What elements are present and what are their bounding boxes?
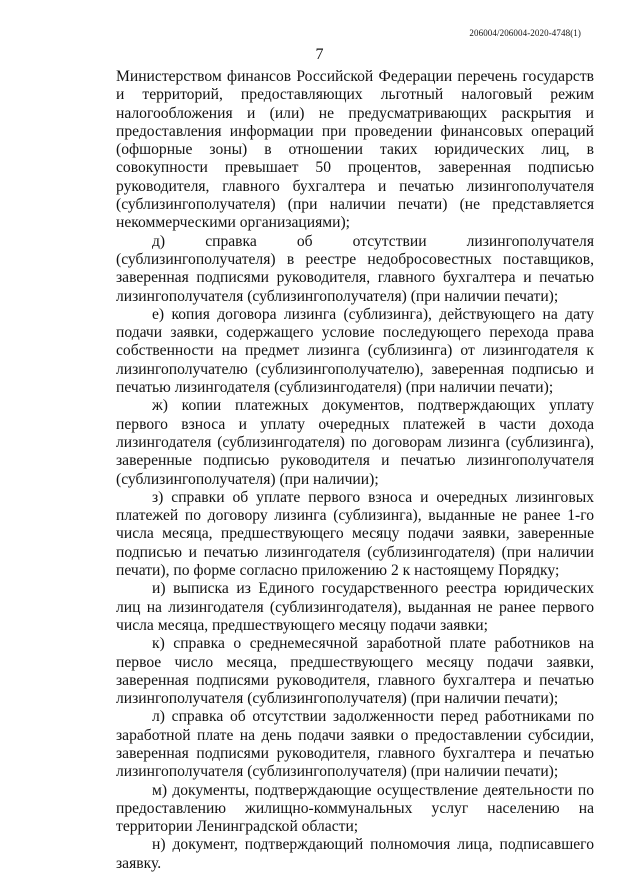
paragraph-item-i: и) выписка из Единого государственного реестра юридических лиц на лизингодателя (сублизингодателя), выданная не ранее первого числа месяца, предшествующего месяцу подачи заявки; — [116, 580, 594, 634]
paragraph-item-k: к) справка о среднемесячной заработной плате работников на первое число месяца, предшествующего месяцу подачи заявки, заверенная подписями руководителя, главного бухгалтера и печатью лизингополучателя (сублизингополучателя) (при наличии печати); — [116, 635, 594, 708]
document-body — [116, 68, 594, 873]
paragraph-item-d: д) справка об отсутствии лизингополучателя (сублизингополучателя) в реестре недобросовестных поставщиков, заверенная подписями руководителя, главного бухгалтера и печатью лизингополучателя (сублизингополучателя) (при наличии печати); — [116, 232, 594, 305]
page-number: 7 — [315, 46, 324, 63]
paragraph-item-e: е) копия договора лизинга (сублизинга), действующего на дату подачи заявки, содержащего условие последующего перехода права собственности на предмет лизинга (сублизинга) от лизингодателя к лизингополучателю (сублизингополучателю), заверенная подписью и печатью лизингодателя (сублизингодателя) (при наличии печати); — [116, 305, 594, 397]
paragraph-item-zh: ж) копии платежных документов, подтверждающих уплату первого взноса и уплату очередных платежей в части дохода лизингодателя (сублизингодателя) по договорам лизинга (сублизинга), заверенные подписью руководителя и печатью лизингополучателя (сублизингополучателя) (при наличии); — [116, 397, 594, 488]
paragraph-item-z: з) справки об уплате первого взноса и очередных лизинговых платежей по договору лизинга (сублизинга), выданные не ранее 1-го числа месяца, предшествующего месяцу подачи заявки, заверенные подписью и печатью лизингодателя (сублизингодателя) (при наличии печати), по форме согласно приложению 2 к настоящему Порядку; — [116, 488, 594, 580]
paragraph-continued: Министерством финансов Российской Федерации перечень государств и территорий, предоставляющих льготный налоговый режим налогообложения и (или) не предусматривающих раскрытия и предоставления информации при проведении финансовых операций (офшорные зоны) в отношении таких юридических лиц, в совокупности превышает 50 процентов, заверенная подписью руководителя, главного бухгалтера и печатью лизингополучателя (сублизингополучателя) (при наличии печати) (не представляется некоммерческими организациями); — [116, 68, 594, 232]
paragraph-item-m: м) документы, подтверждающие осуществление деятельности по предоставлению жилищно-коммунальных услуг населению на территории Ленинградской области; — [116, 781, 594, 836]
paragraph-item-n: н) документ, подтверждающий полномочия лица, подписавшего заявку. — [116, 836, 594, 872]
document-registration-code: 206004/206004-2020-4748(1) — [469, 28, 581, 38]
paragraph-item-l: л) справка об отсутствии задолженности перед работниками по заработной плате на день подачи заявки о предоставлении субсидии, заверенная подписями руководителя, главного бухгалтера и печатью лизингополучателя (сублизингополучателя) (при наличии печати); — [116, 708, 594, 781]
